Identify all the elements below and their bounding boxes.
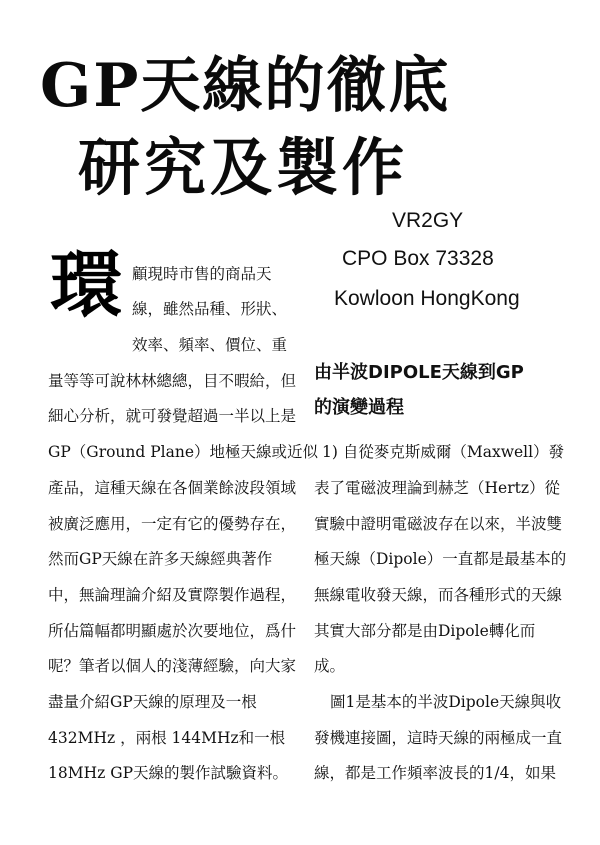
- left-line: 432MHz ，兩根 144MHz和一根: [48, 729, 286, 747]
- right-line: 1) 自從麥克斯威爾（Maxwell）發: [322, 443, 565, 461]
- right-line: 無線電收發天線，而各種形式的天線: [314, 586, 563, 604]
- right-line: 圖1是基本的半波Dipole天線與收: [330, 693, 562, 711]
- left-line: 中，無論理論介紹及實際製作過程，: [48, 586, 297, 604]
- left-line: GP（Ground Plane）地極天線或近似: [48, 443, 319, 461]
- section-heading: 的演變過程: [314, 397, 404, 418]
- right-line: 表了電磁波理論到赫芝（Hertz）從: [314, 479, 560, 497]
- left-line: 所佔篇幅都明顯處於次要地位，爲什: [48, 622, 297, 640]
- left-line: 效率、頻率、價位、重: [132, 336, 288, 354]
- section-heading: 由半波DIPOLE天線到GP: [314, 362, 524, 383]
- left-line: 呢？筆者以個人的淺薄經驗，向大家: [48, 657, 297, 675]
- drop-cap: 環: [50, 242, 123, 327]
- right-line: 實驗中證明電磁波存在以來，半波雙: [314, 515, 563, 533]
- left-line: 被廣泛應用，一定有它的優勢存在，: [48, 515, 297, 533]
- left-line: 盡量介紹GP天線的原理及一根: [48, 693, 257, 711]
- left-line: 線，雖然品種、形狀、: [132, 300, 288, 318]
- left-line: 然而GP天線在許多天線經典著作: [48, 550, 273, 568]
- author-callsign: VR2GY: [392, 209, 464, 232]
- right-line: 發機連接圖，這時天線的兩極成一直: [314, 729, 563, 747]
- left-line: 產品，這種天線在各個業餘波段領域: [48, 479, 297, 497]
- left-line: 18MHz GP天線的製作試驗資料。: [48, 764, 289, 782]
- author-po-box: CPO Box 73328: [342, 247, 494, 270]
- author-city: Kowloon HongKong: [334, 287, 520, 310]
- article-title-line-1: GP天線的徹底: [40, 51, 451, 121]
- left-line: 顧現時市售的商品天: [132, 265, 272, 283]
- right-line: 線，都是工作頻率波長的1/4，如果: [314, 764, 556, 782]
- right-line: 成。: [314, 657, 346, 675]
- left-line: 量等等可說林林總總，目不暇給，但: [48, 372, 297, 390]
- right-line: 極天線（Dipole）一直都是最基本的: [314, 550, 567, 568]
- article-title-line-2: 研究及製作: [78, 131, 409, 204]
- left-line: 細心分析，就可發覺超過一半以上是: [48, 407, 297, 425]
- right-line: 其實大部分都是由Dipole轉化而: [314, 622, 536, 640]
